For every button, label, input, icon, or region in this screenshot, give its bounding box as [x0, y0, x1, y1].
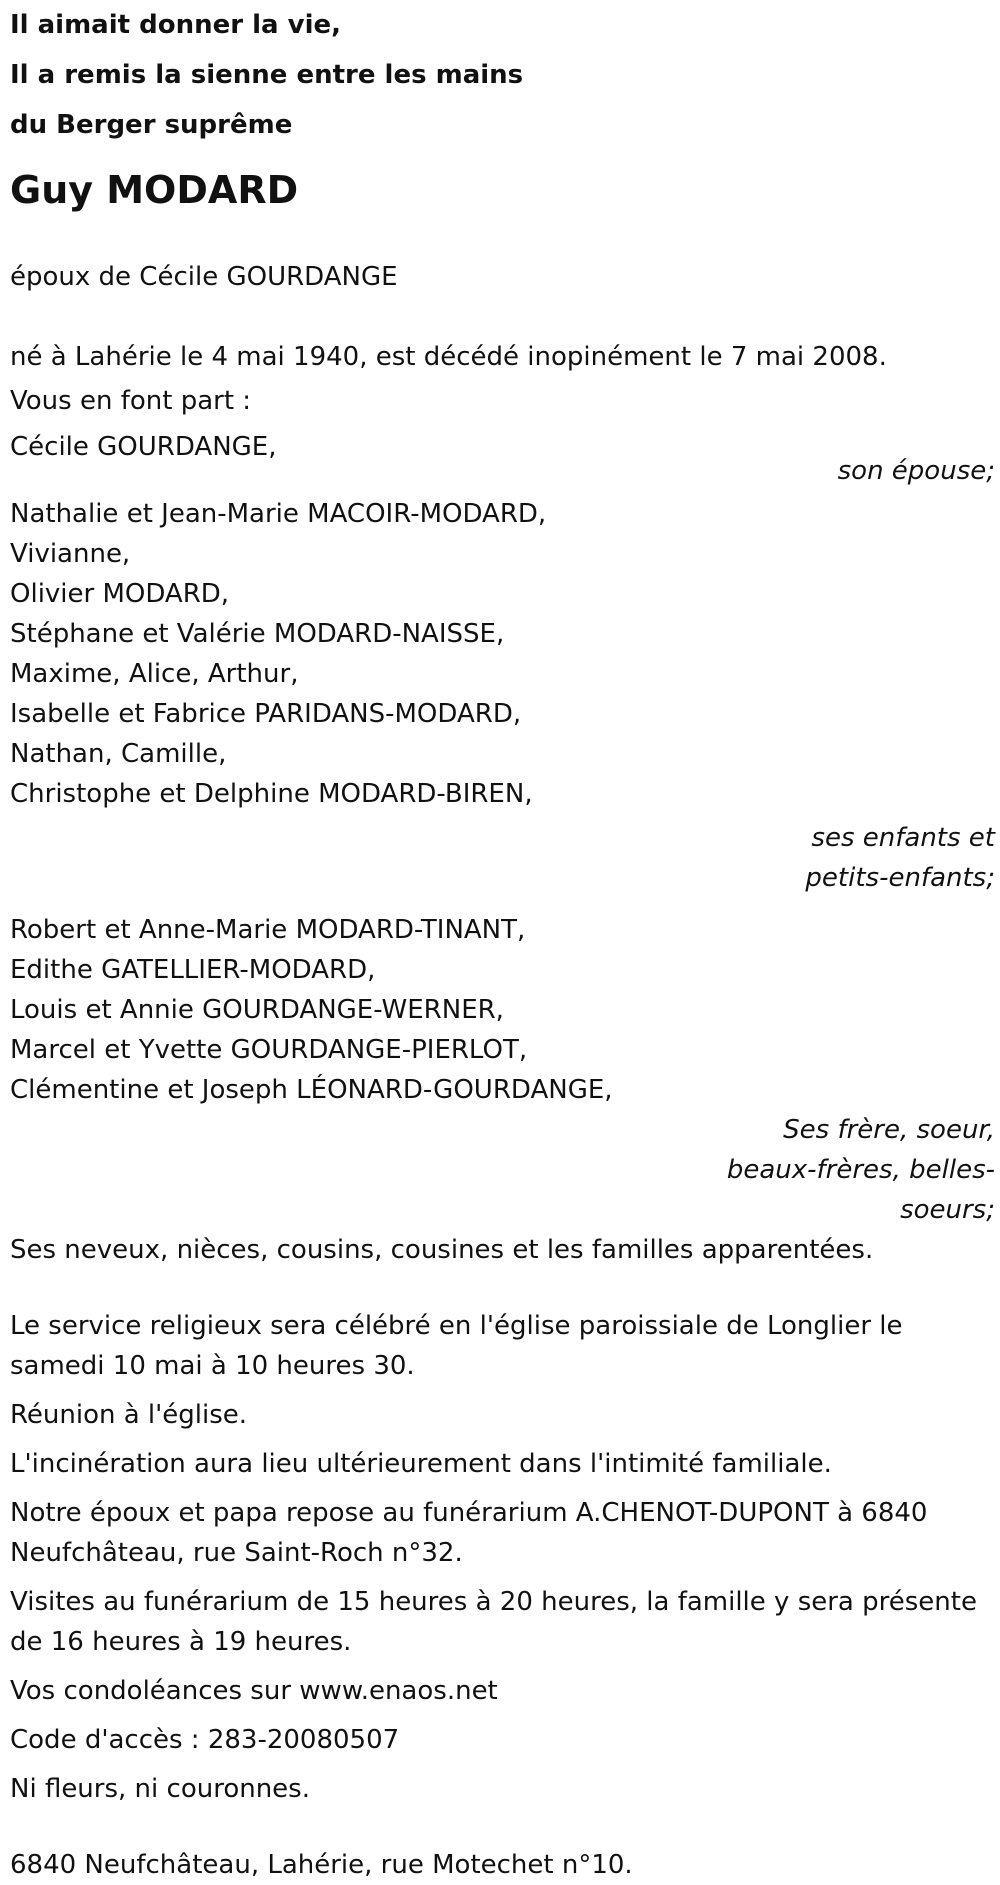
role-line: son épouse; [837, 456, 995, 486]
service-info: Vos condoléances sur www.enaos.net [10, 1676, 498, 1706]
service-info: Visites au funérarium de 15 heures à 20 heures, la famille y sera présente de 16 heures à 19 heures. [10, 1587, 977, 1657]
role-line: beaux-frères, belles- [726, 1155, 995, 1185]
family-name: Clémentine et Joseph LÉONARD-GOURDANGE, [10, 1075, 613, 1105]
birth-death-text: né à Lahérie le 4 mai 1940, est décédé inopinément le 7 mai 2008. [10, 342, 887, 372]
family-name: Nathalie et Jean-Marie MACOIR-MODARD, [10, 499, 547, 529]
family-name: Isabelle et Fabrice PARIDANS-MODARD, [10, 699, 522, 729]
deceased-name: Guy MODARD [10, 168, 299, 212]
service-info: Notre époux et papa repose au funérarium A.CHENOT-DUPONT à 6840 Neufchâteau, rue Saint-Roch n°32. [10, 1498, 928, 1568]
family-name: Vivianne, [10, 539, 131, 569]
service-info: L'incinération aura lieu ultérieurement dans l'intimité familiale. [10, 1449, 832, 1479]
family-name: Cécile GOURDANGE, [10, 432, 277, 462]
spouse-of-text: époux de Cécile GOURDANGE [10, 262, 398, 292]
family-role-children [10, 818, 995, 898]
service-info: Réunion à l'église. [10, 1400, 248, 1430]
opening-quote [10, 0, 995, 150]
family-name: Louis et Annie GOURDANGE-WERNER, [10, 995, 504, 1025]
family-name: Olivier MODARD, [10, 579, 230, 609]
family-name: Robert et Anne-Marie MODARD-TINANT, [10, 915, 526, 945]
role-line: ses enfants et [811, 823, 995, 853]
quote-line: Il a remis la sienne entre les mains [10, 60, 524, 90]
family-role-siblings [10, 1110, 995, 1230]
family-name: Christophe et Delphine MODARD-BIREN, [10, 779, 533, 809]
announcement-text: Vous en font part : [10, 386, 252, 416]
quote-line: Il aimait donner la vie, [10, 10, 342, 40]
family-name: Stéphane et Valérie MODARD-NAISSE, [10, 619, 505, 649]
role-line: soeurs; [900, 1195, 995, 1225]
quote-line: du Berger suprême [10, 110, 293, 140]
service-info: Le service religieux sera célébré en l'église paroissiale de Longlier le samedi 10 mai à 10 heures 30. [10, 1311, 903, 1381]
obituary-notice [10, 0, 995, 1885]
family-name: Nathan, Camille, [10, 739, 227, 769]
family-name: Edithe GATELLIER-MODARD, [10, 955, 376, 985]
address-text: 6840 Neufchâteau, Lahérie, rue Motechet n°10. [10, 1850, 633, 1880]
role-line: Ses frère, soeur, [783, 1115, 995, 1145]
family-group-children [10, 494, 995, 814]
family-group-siblings [10, 910, 995, 1110]
service-info: Code d'accès : 283-20080507 [10, 1725, 400, 1755]
service-info: Ni fleurs, ni couronnes. [10, 1774, 310, 1804]
family-name: Marcel et Yvette GOURDANGE-PIERLOT, [10, 1035, 528, 1065]
extended-family-text: Ses neveux, nièces, cousins, cousines et les familles apparentées. [10, 1235, 874, 1265]
family-name: Maxime, Alice, Arthur, [10, 659, 299, 689]
role-line: petits-enfants; [805, 863, 995, 893]
service-details [10, 1306, 995, 1809]
